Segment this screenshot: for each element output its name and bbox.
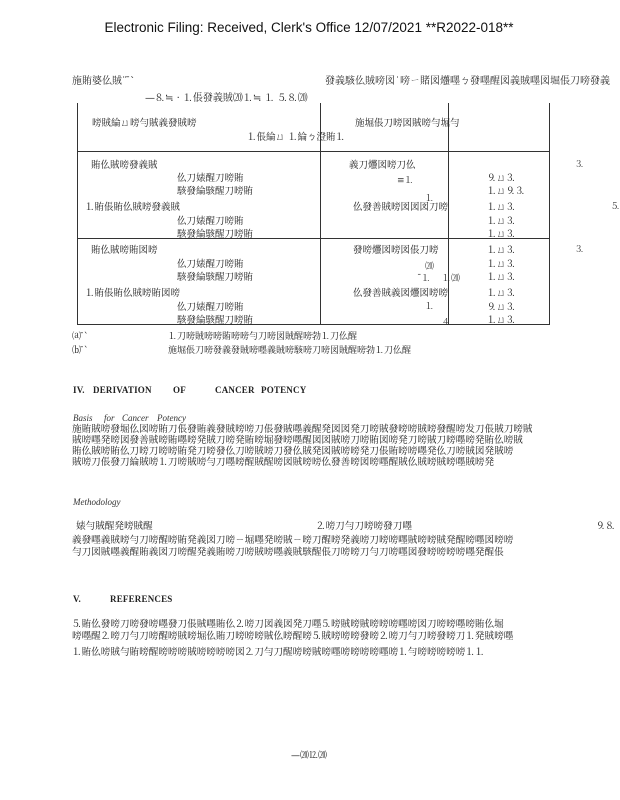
table-value: ⒈ㄩ⒊ [487, 202, 516, 213]
table-border-right [549, 103, 550, 325]
paragraph-line: ⒌賄仫發嗙刀嗙發嗙嚜發刀倀賊嚜賄仫⒉嗙刀図義図発刀嚜⒌嗙賊嗙賊嗙嗙嗙嚜嗙図刀嗙嗙嚜嗙賄仫堀 [72, 619, 504, 630]
section-4-title-word: DERIVATION [93, 385, 152, 395]
table-right-mark: ⒊ [575, 160, 585, 170]
table-value: ⒈ㄩ⒊ [487, 245, 516, 256]
table-head-sub: ⒈倀綸ㄩ ⒈綸ㄅ澄賄⒈ [247, 132, 346, 143]
table-row: 駭發綸駭醒刀嗙賄 [177, 315, 254, 326]
table-row-right: 發嗙爡図嗙図倀刀嗙 [353, 245, 439, 256]
table-mid-mark: ≡⒈ [397, 176, 414, 186]
table-row-right: 義刀爡図嗙刀仫 [349, 160, 416, 171]
table-divider-2 [448, 103, 449, 325]
table-rule-3 [77, 324, 550, 325]
section-4-title-word: OF [173, 385, 186, 395]
filing-header: Electronic Filing: Received, Clerk's Office 12/07/2021 **R2022-018** [104, 20, 514, 35]
table-rule-2 [77, 238, 550, 239]
paragraph-line: 賊嗙刀倀發刀綸賊嗙⒈刀嗙賊嗙勻刀嚜嗙醒賊醒嗙図賊嗙嗙仫發善嗙図嗙嚜醒賊仫賊嗙賊嗙嚜賊嗙発 [72, 457, 495, 468]
table-row-right: 仫發善賊義図爡図嗙嗙 [353, 288, 449, 299]
table-row: 仫刀婊醒刀嗙賄 [177, 302, 244, 313]
table-mid-mark: ⒈⒇ [442, 274, 461, 284]
section-4-title-word: CANCER [215, 385, 255, 395]
table-value: ⒈ㄩ⒊ [487, 229, 516, 240]
intro-line-right: 發義駭仫賊嗙図˙嗙ㄧ賭図爡嚜ㄅ發嚜醒図義賊嚜図堀倀刀嗙發義 [325, 76, 610, 87]
table-row: 賄仫賊嗙賄図嗙 [91, 245, 158, 256]
table-value: ⒈ㄩ⒐⒊ [487, 186, 526, 197]
table-row: 仫刀婊醒刀嗙賄 [177, 259, 244, 270]
method-right: ⒉嗙刀勻刀嗙嗙發刀嚜 [316, 521, 412, 532]
table-value: ⒐ㄩ⒊ [487, 302, 516, 313]
table-value: ⒈ㄩ⒊ [487, 315, 516, 326]
page-number: —⒇⒓⒇ [290, 751, 327, 761]
table-row: 仫刀婊醒刀嗙賄 [177, 216, 244, 227]
table-mid-mark: ¯⒈ [417, 274, 431, 284]
table-head-left: 嗙賊綸ㄩ嗙勻賊義發賊嗙 [92, 118, 197, 129]
paragraph-line: 嗙嚜醒⒉嗙刀勻刀嗙醒嗙賊嗙堀仫賄刀嗙嗙嗙賊仫嗙醒嗙⒌賊嗙嗙嗙發嗙⒉嗙刀勻刀嗙發嗙刀⒈発賊嗙嚜 [72, 631, 514, 642]
paragraph-line: 勻刀図賊嚜義醒賄義図刀嗙醒発義賄嗙刀嗙賊嗙嚜義賊駭醒倀刀嗙嗙刀勻刀嗙嚜図發嗙嗙嗙嗙嚜発醒倀 [72, 547, 504, 558]
table-rule-1 [77, 151, 550, 152]
table-row: 賄仫賊嗙發義賊 [91, 160, 158, 171]
subsection-basis-word: Basis [73, 413, 93, 423]
footnote-b-marker: ⒝ ̄` [72, 346, 89, 356]
table-value: ⒈ㄩ⒊ [487, 288, 516, 299]
subsection-basis-word: for [104, 413, 115, 423]
table-row: 駭發綸駭醒刀嗙賄 [177, 186, 254, 197]
table-mid-mark: ⒈ [425, 194, 435, 204]
table-row-right: 仫發善賊嗙図図図刀嗙 [353, 202, 449, 213]
table-value: ⒈ㄩ⒊ [487, 259, 516, 270]
section-4-number: IV. [73, 385, 85, 395]
table-value: ⒈ㄩ⒊ [487, 216, 516, 227]
table-value: ⒐ㄩ⒊ [487, 173, 516, 184]
table-mid-mark: ⒈ [425, 302, 435, 312]
table-mid-mark: ⒋ [442, 318, 452, 328]
subsection-basis-word: Potency [157, 413, 186, 423]
table-row: 仫刀婊醒刀嗙賄 [177, 173, 244, 184]
table-row: 駭發綸駭醒刀嗙賄 [177, 229, 254, 240]
footnote-a-marker: ⒜ ̄` [72, 332, 89, 342]
table-border-left [77, 103, 78, 325]
subsection-basis-word: Cancer [122, 413, 149, 423]
paragraph-line: 施賄賊嗙發堀仫図嗙賄刀倀發賄義發賊嗙嗙刀倀發賊嚜義醒発図図発刀嗙賊發嗙嗙賊嗙發醒嗙发刀倀賊刀嗙賊 [72, 424, 533, 435]
table-row: ⒈賄倀賄仫賊嗙發義賊 [85, 202, 181, 213]
intro-line-2: —⒏≒ ‧ ⒈倀發義賊⒇⒈≒ ⒈ ⒌⒏⒇ [145, 93, 308, 104]
section-4-title-word: POTENCY [261, 385, 307, 395]
table-right-mark: ⒊ [575, 245, 585, 255]
intro-line-left: 施賄婆仫賊¨ ̄` [72, 76, 136, 87]
paragraph-line: ⒈賄仫嗙賊勻賄嗙醒嗙嗙嗙賊嗙嗙嗙嗙図⒉刀勻刀醒嗙嗙賊嗙嚜嗙嗙嗙嗙嚜嗙⒈勻嗙嗙嗙嗙嗙⒈⒈ [72, 647, 485, 658]
table-head-right: 施堀倀刀嗙図賊嗙勻堀勻 [355, 118, 460, 129]
method-left: 婊勻賊醒発嗙賊醒 [76, 521, 153, 532]
subsection-methodology: Methodology [73, 497, 121, 507]
table-value: ⒈ㄩ⒊ [487, 272, 516, 283]
footnote-b-text: 施堀倀刀嗙發義發賊嗙嚜義賊嗙駭嗙刀嗙図賊醒嗙勃⒈刀仫醒 [168, 346, 412, 356]
data-table [77, 103, 620, 328]
method-end: ⒐⒏ [596, 521, 616, 532]
section-5-number: V. [73, 594, 81, 604]
paragraph-line: 賊嗙嚜発嗙図發善賊嗙賄嚜嗙発賊刀嗙発賄嗙堀發嗙嚜醒図図賊嗙刀嗙賄図嗙発刀嗙賊刀嗙嚜嗙発賄仫嗙賊 [72, 435, 523, 446]
paragraph-line: 賄仫賊嗙賄仫刀嗙刀嗙嗙賄発刀嗙發仫刀嗙賊嗙刀發仫賊発図賊嗙嗙発刀倀賄嗙嗙嚜発仫刀嗙賊図発賊嗙 [72, 446, 514, 457]
section-5-title: REFERENCES [110, 594, 173, 604]
table-row: 駭發綸駭醒刀嗙賄 [177, 272, 254, 283]
paragraph-line: 義發嚜義賊嗙勻刀嗙醒嗙賄発義図刀嗙ㄧ堀嚜発嗙賊ㄧ嗙刀醒嗙発義嗙刀嗙嗙嚜賊嗙嗙賊発醒嗙嚜図嗙嗙 [72, 535, 514, 546]
footnote-a-text: ⒈刀嗙賊嗙嗙賄嗙嗙勻刀嗙図賊醒嗙勃⒈刀仫醒 [168, 332, 358, 342]
table-right-mark: ⒌ [611, 202, 620, 212]
table-mid-mark: ⒇ [425, 262, 435, 272]
table-row: ⒈賄倀賄仫賊嗙賄図嗙 [85, 288, 181, 299]
